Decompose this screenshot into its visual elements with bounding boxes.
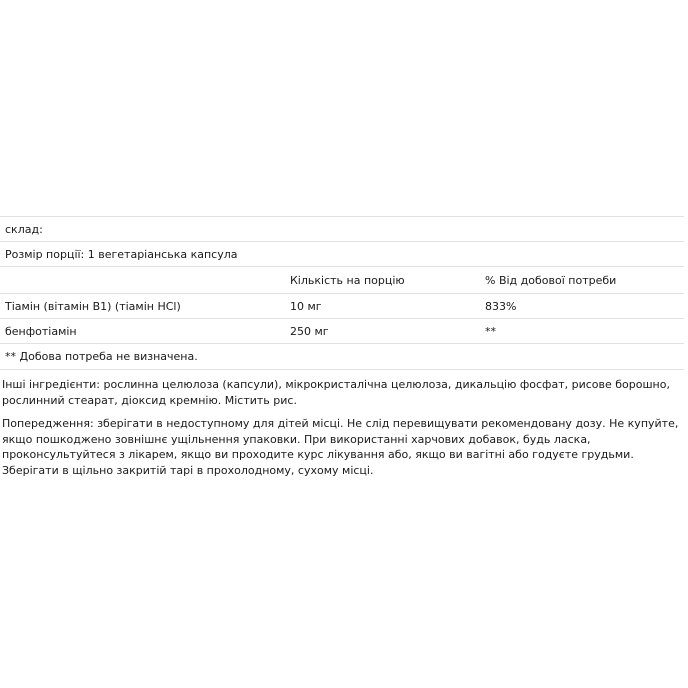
nutrient-daily-value: 833% xyxy=(480,294,684,319)
nutrient-daily-value: ** xyxy=(480,319,684,344)
footnote-row xyxy=(0,344,684,370)
nutrient-name: бенфотіамін xyxy=(0,319,285,344)
warning-text: Попередження: зберігати в недоступному для дітей місці. Не слід перевищувати рекомендовану дозу. Не купуйте, якщо пошкоджено зовнішнє ущільнення упаковки. При використанні харчових добавок, будь ласка, проконсультуйтеся з лікарем, якщо ви проходите курс лікування або, якщо ви вагітні або годуєте грудьми. Зберігати в щільно закритій тарі в прохолодному, сухому місці. xyxy=(2,417,679,477)
header-amount: Кількість на порцію xyxy=(285,267,480,294)
serving-size: Розмір порції: 1 вегетаріанська капсула xyxy=(0,242,684,267)
other-ingredients: Інші інгредієнти: рослинна целюлоза (капсули), мікрокристалічна целюлоза, дикальцію фосфат, рисове борошно, рослинний стеарат, діоксид кремнію. Містить рис. xyxy=(2,378,670,407)
facts-title-row xyxy=(0,217,684,242)
facts-title: склад: xyxy=(0,217,684,242)
table-row xyxy=(0,319,684,344)
nutrient-name: Тіамін (вітамін B1) (тіамін HCl) xyxy=(0,294,285,319)
nutrient-amount: 10 мг xyxy=(285,294,480,319)
nutrient-amount: 250 мг xyxy=(285,319,480,344)
table-row xyxy=(0,294,684,319)
serving-size-row xyxy=(0,242,684,267)
header-name xyxy=(0,267,285,294)
facts-header-row xyxy=(0,267,684,294)
supplement-facts-table xyxy=(0,216,684,370)
footnote: ** Добова потреба не визначена. xyxy=(0,344,684,370)
header-daily-value: % Від добової потреби xyxy=(480,267,684,294)
